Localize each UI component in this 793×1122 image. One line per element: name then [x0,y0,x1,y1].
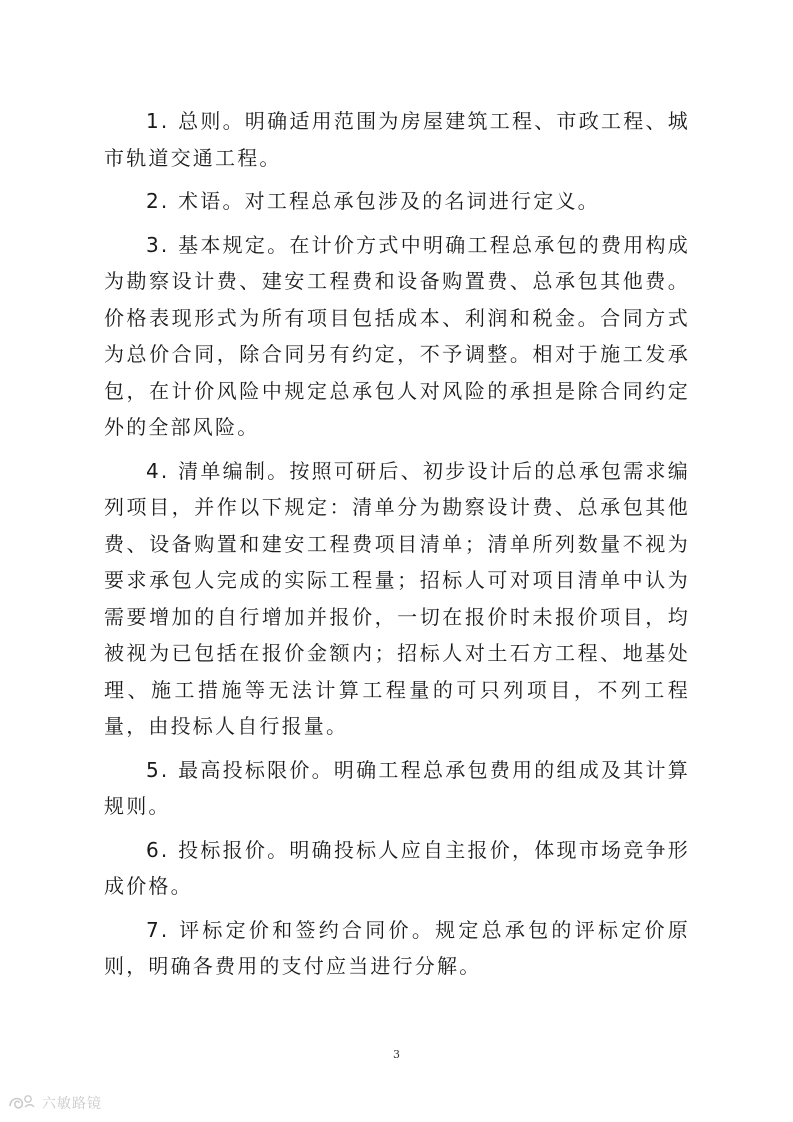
paragraph-list-compilation: 4. 清单编制。按照可研后、初步设计后的总承包需求编列项目，并作以下规定：清单分为勘察设计费、总承包其他费、设备购置和建安工程费项目清单；清单所列数量不视为要求承包人完成的实际工程量；招标人可对项目清单中认为需要增加的自行增加并报价，一切在报价时未报价项目，均被视为已包括在报价金额内；招标人对土石方工程、地基处理、施工措施等无法计算工程量的可只列项目，不列工程量，由投标人自行报量。 [104,458,690,738]
watermark [6,1090,102,1116]
paragraph-terms: 2. 术语。对工程总承包涉及的名词进行定义。 [146,189,600,213]
watermark-text: 六敏路镜 [42,1096,102,1112]
document-body [104,103,690,992]
paragraph-general-provisions: 1. 总则。明确适用范围为房屋建筑工程、市政工程、城市轨道交通工程。 [104,109,690,170]
paragraph-max-bid-limit: 5. 最高投标限价。明确工程总承包费用的组成及其计算规则。 [104,757,690,818]
page-number: 3 [393,1048,400,1061]
paragraph-basic-rules: 3. 基本规定。在计价方式中明确工程总承包的费用构成为勘察设计费、建安工程费和设备购置费、总承包其他费。价格表现形式为所有项目包括成本、利润和税金。合同方式为总价合同，除合同另有约定，不予调整。相对于施工发承包，在计价风险中规定总承包人对风险的承担是除合同约定外的全部风险。 [104,232,690,439]
paragraph-evaluation-pricing: 7. 评标定价和签约合同价。规定总承包的评标定价原则，明确各费用的支付应当进行分解。 [104,917,690,978]
paragraph-bid-quotation: 6. 投标报价。明确投标人应自主报价，体现市场竞争形成价格。 [104,837,690,898]
swirl-logo-icon [6,1092,38,1114]
